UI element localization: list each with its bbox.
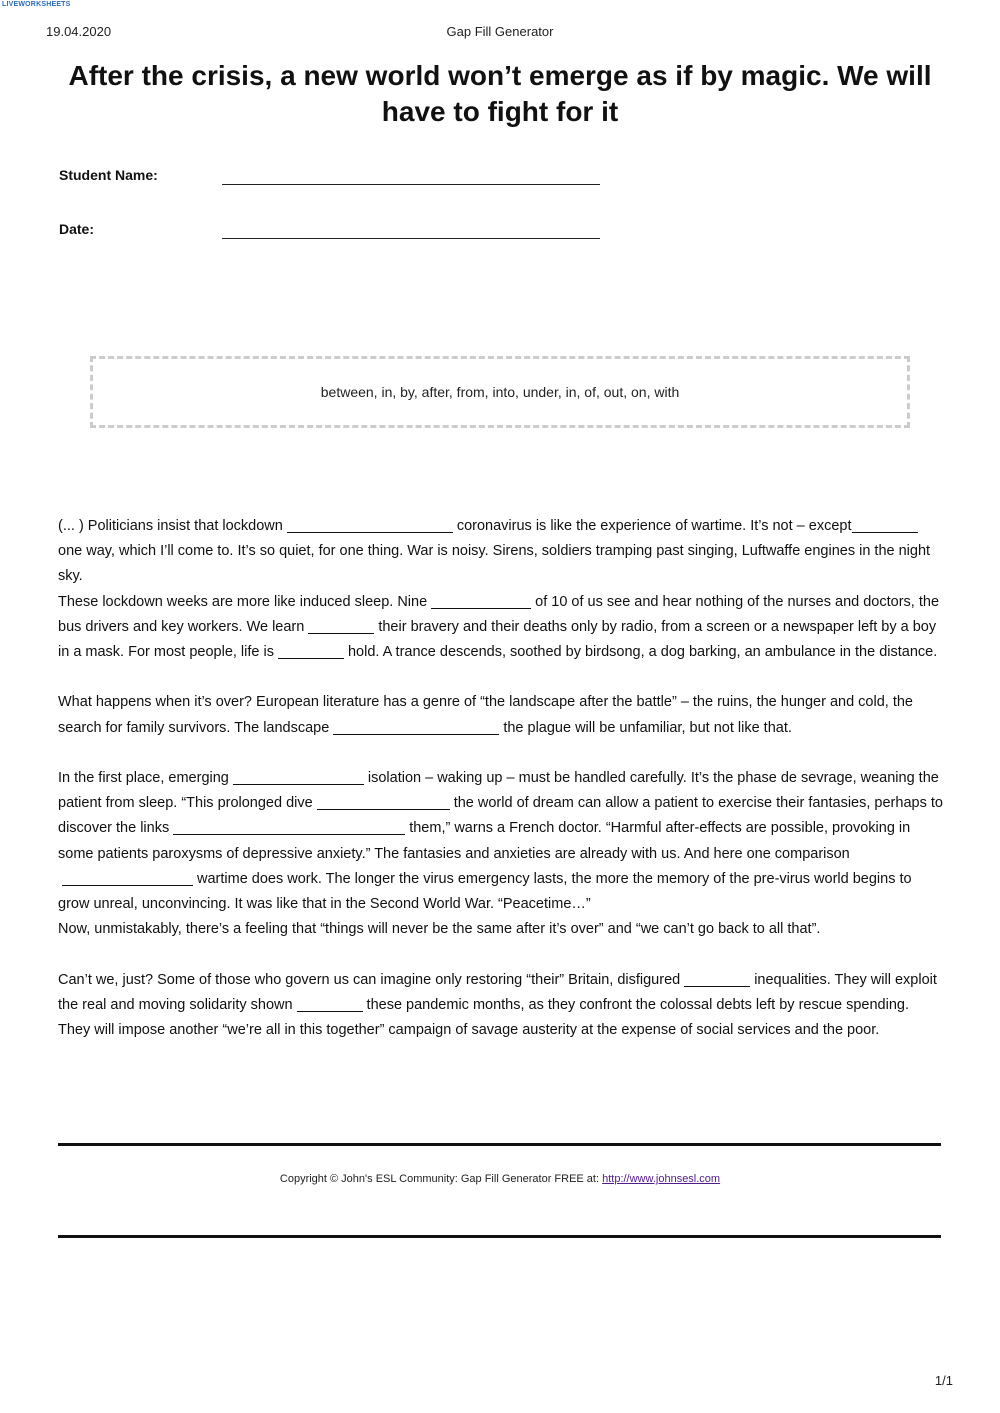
johnsesl-link[interactable]: http://www.johnsesl.com [602, 1173, 721, 1185]
header-date: 19.04.2020 [46, 24, 112, 39]
student-name-line[interactable] [222, 184, 600, 185]
passage-paragraph: In the first place, emerging isolation – waking up – must be handled carefully. It’s the phase de sevrage, weaning the patient from sleep. “This prolonged dive the world of dream can allow a patient to exercise their fantasies, perhaps to discover the links them,” warns a French doctor. “Harmful after-effects are possible, provoking in some patients paroxysms of depressive anxiety.” The fantasies and anxieties are already with us. And here one comparisonwartime does work. The longer the virus emergency lasts, the more the memory of the pre-virus world begins to grow unreal, unconvincing. It was like that in the Second World War. “Peacetime…” Now, unmistakably, there’s a feeling that “things will never be the same after it’s over” and “we can’t go back to all that”. [58, 766, 943, 942]
date-label: Date: [59, 221, 95, 237]
passage-paragraph: What happens when it’s over? European literature has a genre of “the landscape after the battle” – the ruins, the hunger and cold, the search for family survivors. The landscape the plague will be unfamiliar, but not like that. [58, 694, 913, 736]
gap-input[interactable] [173, 817, 405, 835]
header-generator-title: Gap Fill Generator [446, 24, 554, 39]
student-name-label: Student Name: [59, 167, 158, 183]
passage-paragraph: Can’t we, just? Some of those who govern us can imagine only restoring “their” Britain, disfigured inequalities. They will exploit the real and moving solidarity shown these pandemic months, as they confront the colossal debts left by rescue spending. They will impose another “we’re all in this together” campaign of savage austerity at the expense of social services and the poor. [58, 968, 943, 1044]
gap-input[interactable] [233, 767, 364, 785]
gap-fill-passage [58, 514, 943, 1068]
footer-bottom-rule [58, 1235, 941, 1238]
gap-input[interactable] [278, 641, 344, 659]
gap-input[interactable] [317, 792, 450, 810]
footer-top-rule [58, 1143, 941, 1146]
liveworksheets-logo: LIVEWORKSHEETS [2, 1, 71, 8]
gap-input[interactable] [308, 616, 374, 634]
gap-input[interactable] [852, 515, 918, 533]
gap-input[interactable] [431, 591, 531, 609]
gap-input[interactable] [684, 969, 750, 987]
page-number: 1/1 [934, 1373, 953, 1388]
copyright-notice: Copyright © John's ESL Community: Gap Fill Generator FREE at: http://www.johnsesl.com [279, 1173, 721, 1185]
gap-input[interactable] [62, 868, 193, 886]
date-line[interactable] [222, 238, 600, 239]
passage-paragraph: (... ) Politicians insist that lockdown coronavirus is like the experience of wartime. It’s not – exceptone way, which I’ll come to. It’s so quiet, for one thing. War is noisy. Sirens, soldiers tramping past singing, Luftwaffe engines in the night sky. These lockdown weeks are more like induced sleep. Nine of 10 of us see and hear nothing of the nurses and doctors, the bus drivers and key workers. We learn their bravery and their deaths only by radio, from a screen or a newspaper left by a boy in a mask. For most people, life is hold. A trance descends, soothed by birdsong, a dog barking, an ambulance in the distance. [58, 514, 943, 665]
word-bank-box [90, 356, 910, 428]
gap-input[interactable] [287, 515, 453, 533]
page-title: After the crisis, a new world won’t emerge as if by magic. We will have to fight for it [68, 60, 932, 127]
gap-input[interactable] [333, 717, 499, 735]
word-bank-text: between, in, by, after, from, into, under, in, of, out, on, with [320, 384, 680, 400]
gap-input[interactable] [297, 994, 363, 1012]
